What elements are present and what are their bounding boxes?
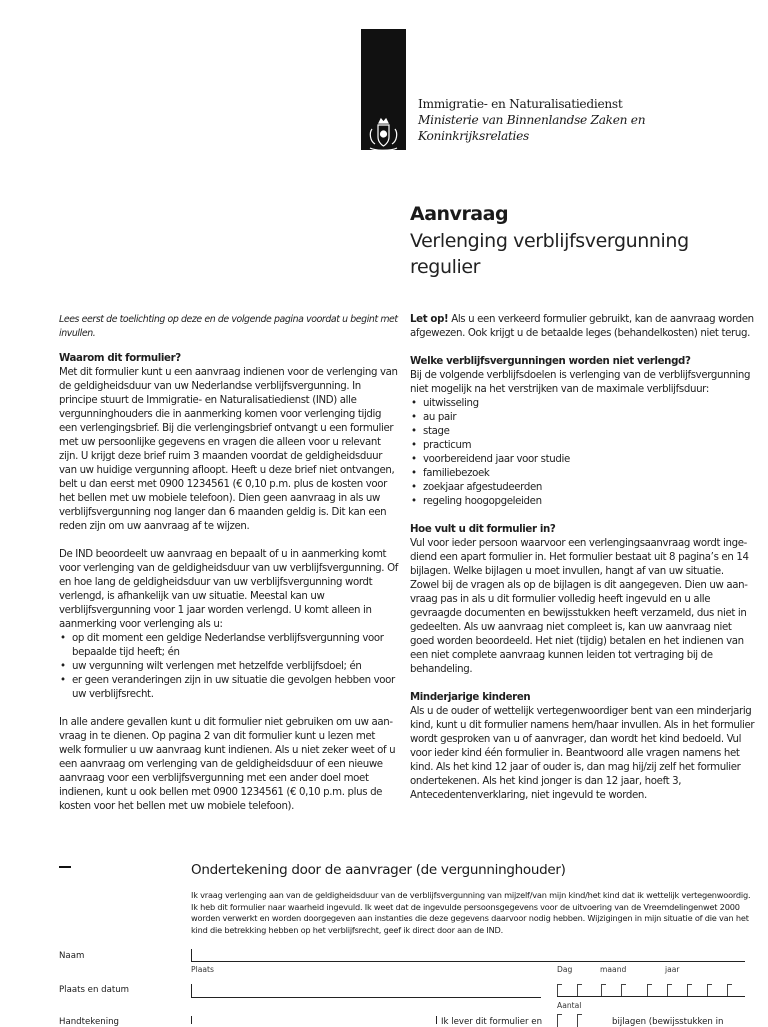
intro-note: Lees eerst de toelichting op deze en de volgende pagina voordat u begint met invullen.	[59, 314, 398, 339]
list-item: • stage	[410, 425, 755, 439]
org-block	[418, 96, 645, 144]
left-column	[59, 313, 399, 814]
letop-paragraph	[410, 313, 755, 341]
aantal-box	[557, 1014, 562, 1027]
letop-text: Als u een verkeerd formulier gebruikt, kan de aanvraag worden afgewezen. Ook krijgt u de betaalde leges (behandelkosten) niet terug.	[410, 314, 754, 339]
leveren-label: Ik lever dit formulier en	[441, 1017, 543, 1027]
naam-field-start	[191, 949, 192, 961]
minder-text: Als u de ouder of wettelijk vertegenwoordiger bent van een minderjarig kind, kunt u dit formulier namens hem/haar invullen. Als in het formulier wordt gesproken van u of aanvrager, dan wordt het kind bedoeld. Vul voor ieder kind één formulier in. Beantwoord alle vragen namens het kind. Als het kind 12 jaar of ouder is, dan mag hij/zij zelf het formulier ondertekenen. Als het kind jonger is dan 12 jaar, hoeft 3, Antecedentenverklaring, niet ingevuld te worden.	[410, 706, 755, 801]
list-item: • familiebezoek	[410, 467, 755, 481]
list-item: • uitwisseling	[410, 397, 755, 411]
ind-text: De IND beoordeelt uw aanvraag en bepaalt of u in aanmerking komt voor verlenging van de geldigheidsduur van uw verblijfsvergunning. Of en hoe lang de geldigheidsduur van uw verblijfsvergunning wordt verlengd, is afhankelijk van uw situatie. Meestal kan uw verblijfsvergunning voor 1 jaar worden verlengd. U komt alleen in aanmerking voor verlenging als u:	[59, 549, 398, 630]
leveren-divider	[436, 1016, 437, 1024]
list-item: • au pair	[410, 411, 755, 425]
aantal-field[interactable]	[557, 1014, 601, 1024]
plaats-field[interactable]	[191, 997, 541, 998]
org-name: Immigratie- en Naturalisatiedienst	[418, 97, 623, 111]
list-item: • zoekjaar afgestudeerden	[410, 481, 755, 495]
hoe-text: Vul voor ieder persoon waarvoor een verlengingsaanvraag wordt ingediend een apart formulier in. Het formulier bestaat uit 8 pagina’s en 14 bijlagen. Welke bijlagen u moet invullen, hangt af van uw situatie. Zowel bij de vragen als op de bijlagen is dit aangegeven. Dien uw aanvraag pas in als u dit formulier volledig heeft ingevuld en u alle gevraagde documenten en bewijsstukken heeft verzameld, dus niet in gedeelten. Als uw aanvraag niet compleet is, kan uw aanvraag niet goed worden beoordeeld. Het niet (tijdig) betalen en het indienen van een niet complete aanvraag kunnen leiden tot vertraging bij de behandeling.	[410, 538, 749, 675]
welke-text: Bij de volgende verblijfsdoelen is verlenging van de verblijfsvergunning niet mogelijk na het verstrijken van de maximale verblijfsduur:	[410, 370, 751, 395]
naam-label: Naam	[59, 951, 85, 961]
handtekening-field[interactable]	[191, 1016, 192, 1024]
royal-coat-of-arms-icon	[366, 117, 401, 157]
plaats-datum-label: Plaats en datum	[59, 985, 130, 995]
aantal-label: Aantal	[557, 1001, 582, 1010]
list-item: • uw vergunning wilt verlengen met hetzelfde verblijfsdoel; én	[59, 660, 399, 674]
maand-label: maand	[600, 965, 627, 974]
date-field[interactable]	[557, 984, 747, 997]
waarom-text: Met dit formulier kunt u een aanvraag indienen voor de verlenging van de geldigheidsduur van uw Nederlandse verblijfsvergunning. In principe stuurt de Immigratie- en Naturalisatiedienst (IND) alle vergunninghouders die in aanmerking komen voor verlenging tijdig een verlengingsbrief. Bij die verlengingsbrief ontvangt u een formulier met uw persoonlijke gegevens en vragen die alleen voor u relevant zijn. U krijgt deze brief ruim 3 maanden voordat de geldigheidsduur van uw huidige vergunning afloopt. Heeft u deze brief niet ontvangen, belt u dan eerst met 0900 1234561 (€ 0,10 p.m. plus de kosten voor het bellen met uw mobiele telefoon). Dien geen aanvraag in als uw verblijfsvergunning nog langer dan 6 maanden geldig is. Dit kan een reden zijn om uw aanvraag af te wijzen.	[59, 367, 398, 532]
letop-label: Let op!	[410, 314, 449, 325]
jaar-label: jaar	[665, 965, 680, 974]
logo-bar	[361, 29, 406, 150]
list-item: • er geen veranderingen zijn in uw situatie die gevolgen hebben voor uw verblijfsrecht.	[59, 674, 399, 702]
right-column	[410, 313, 755, 803]
plaats-field-start	[191, 984, 192, 997]
list-item: • voorbereidend jaar voor studie	[410, 453, 755, 467]
list-item: • op dit moment een geldige Nederlandse verblijfsvergunning voor bepaalde tijd heeft; én	[59, 632, 399, 660]
date-underline	[557, 996, 745, 997]
handtekening-label: Handtekening	[59, 1017, 119, 1027]
welke-heading: Welke verblijfsvergunningen worden niet verlengd?	[410, 356, 691, 367]
other-text: In alle andere gevallen kunt u dit formulier niet gebruiken om uw aanvraag in te dienen. Op pagina 2 van dit formulier kunt u lezen met welk formulier u uw aanvraag kunt indienen. Als u niet zeker weet of u een aanvraag om verlenging van de geldigheidsduur of een nieuwe aanvraag voor een verblijfsvergunning met een ander doel moet indienen, kunt u ook bellen met 0900 1234561 (€ 0,10 p.m. plus de kosten voor het bellen met uw mobiele telefoon).	[59, 717, 396, 812]
bijlagen-label: bijlagen (bewijsstukken in	[612, 1017, 724, 1027]
waarom-heading: Waarom dit formulier?	[59, 353, 181, 364]
plaats-label: Plaats	[191, 965, 214, 974]
ministry-name-line1: Ministerie van Binnenlandse Zaken en	[418, 113, 646, 127]
list-item: • practicum	[410, 439, 755, 453]
aantal-box	[577, 1014, 582, 1027]
signature-declaration: Ik vraag verlenging aan van de geldigheidsduur van de verblijfsvergunning van mijzelf/van mijn kind/het kind dat ik wettelijk vertegenwoordig. Ik heb dit formulier naar waarheid ingevuld. Ik weet dat de ingevulde persoonsgegevens voor de uitvoering van de Vreemdelingenwet 2000 worden verwerkt en worden doorgegeven aan instanties die deze gegevens daarvoor nodig hebben. Wijzigingen in mijn situatie of die van het kind die betrekking hebben op het verblijfsrecht, geef ik direct door aan de IND.	[191, 890, 751, 935]
ministry-name-line2: Koninkrijksrelaties	[418, 129, 530, 143]
list-item: • regeling hoogopgeleiden	[410, 495, 755, 509]
minder-heading: Minderjarige kinderen	[410, 692, 531, 703]
purposes-list	[410, 397, 755, 509]
conditions-list	[59, 632, 399, 702]
page-title: Aanvraag	[410, 203, 509, 225]
signature-section-title: Ondertekening door de aanvrager (de vergunninghouder)	[191, 862, 566, 878]
dag-label: Dag	[557, 965, 573, 974]
naam-field[interactable]	[191, 961, 745, 962]
page-subtitle: Verlenging verblijfsvergunning regulier	[410, 230, 689, 278]
section-dash	[59, 866, 71, 868]
hoe-heading: Hoe vult u dit formulier in?	[410, 524, 556, 535]
